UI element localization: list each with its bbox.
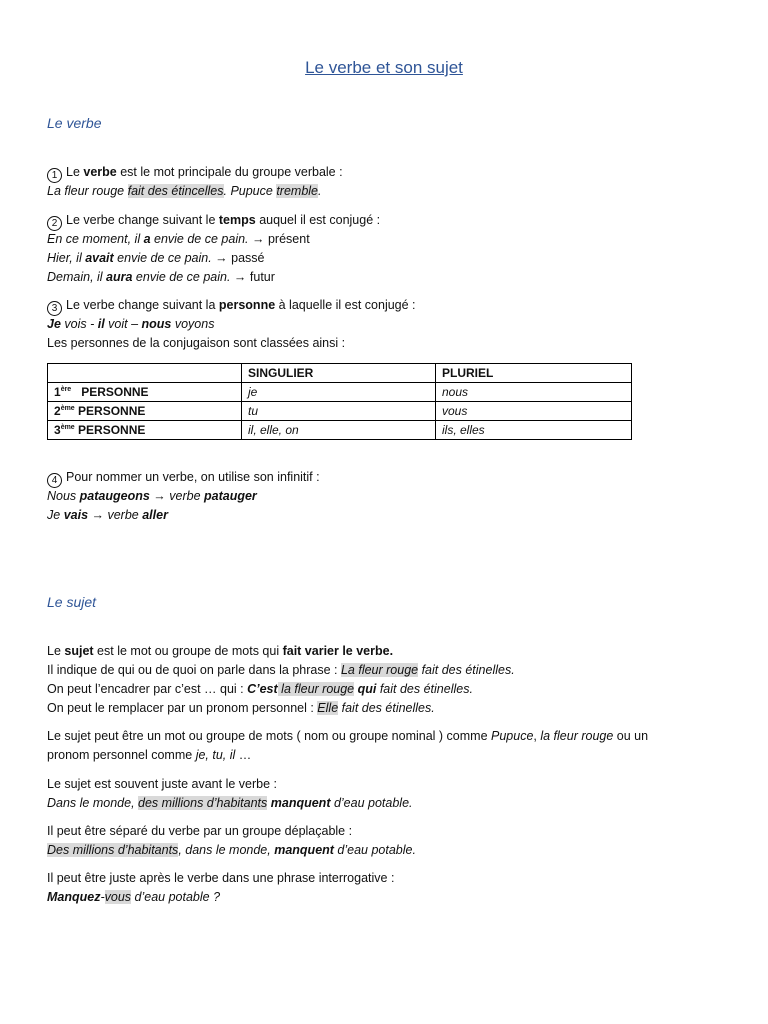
table-header-row [48,364,632,383]
paragraph-verbe-4 [47,468,727,525]
highlight: Des millions d’habitants [47,843,179,857]
table-row [48,383,632,402]
highlight: des millions d’habitants [138,796,268,810]
highlight: tremble [276,184,319,198]
table-cell-person: 1ère PERSONNE [48,383,242,402]
table-cell-person: 3ème PERSONNE [48,421,242,440]
table-cell-plural: vous [436,402,632,421]
paragraph-verbe-2 [47,211,727,287]
rule-line: Le sujet est souvent juste avant le verbe : [47,777,277,791]
paragraph-verbe-1 [47,163,727,201]
paragraph-sujet-2: Le sujet peut être un mot ou groupe de mots ( nom ou groupe nominal ) comme Pupuce, la fleur rouge ou un pronom personnel comme je, tu, il … [47,729,649,762]
paragraph-verbe-3 [47,296,727,353]
rule-line: 3 Le verbe change suivant la personne à laquelle il est conjugé : [47,296,727,315]
example-line: La fleur rouge fait des étincelles. Pupuce tremble. [47,184,322,198]
example-line: Nous pataugeons → verbe patauger [47,489,257,503]
definition-line: On peut l’encadrer par c’est … qui : C’est la fleur rouge qui fait des étinelles. [47,682,473,696]
example-line: Hier, il avait envie de ce pain. → passé [47,251,265,265]
table-cell-singular: tu [242,402,436,421]
number-circle: 2 [47,216,62,231]
rule-line: 1 Le verbe est le mot principale du groupe verbale : [47,163,727,182]
highlight: fait des étincelles [127,184,224,198]
highlight: vous [104,890,132,904]
table-row [48,402,632,421]
example-line: Je vois - il voit – nous voyons [47,317,215,331]
number-circle: 4 [47,473,62,488]
page-title: Le verbe et son sujet [305,58,463,77]
definition-line: Le sujet est le mot ou groupe de mots qui fait varier le verbe. [47,644,394,658]
table-row [48,421,632,440]
table-cell-plural: nous [436,383,632,402]
definition-line: Il indique de qui ou de quoi on parle dans la phrase : La fleur rouge fait des étinelles. [47,663,515,677]
number-circle: 3 [47,301,62,316]
example-line: Dans le monde, des millions d’habitants manquent d’eau potable. [47,796,413,810]
rule-line: 4 Pour nommer un verbe, on utilise son infinitif : [47,468,727,487]
paragraph-sujet-4 [47,822,727,860]
table-cell-plural: ils, elles [436,421,632,440]
example-line: Manquez-vous d’eau potable ? [47,890,221,904]
rule-line: 2 Le verbe change suivant le temps auquel il est conjugé : [47,211,727,230]
table-header-cell: SINGULIER [242,364,436,383]
example-line: En ce moment, il a envie de ce pain. → présent [47,232,310,246]
rule-line: Il peut être juste après le verbe dans une phrase interrogative : [47,871,395,885]
paragraph-sujet-3 [47,775,727,813]
conjugation-table [47,363,632,440]
paragraph-sujet-1 [47,642,727,718]
table-header-cell [48,364,242,383]
table-cell-singular: il, elle, on [242,421,436,440]
section-heading-sujet: Le sujet [47,594,97,610]
example-line: Demain, il aura envie de ce pain. → futur [47,270,275,284]
definition-line: On peut le remplacer par un pronom personnel : Elle fait des étinelles. [47,701,435,715]
highlight: Elle [317,701,339,715]
example-line: Je vais → verbe aller [47,508,168,522]
highlight: La fleur rouge [340,663,419,677]
table-intro: Les personnes de la conjugaison sont classées ainsi : [47,336,346,350]
table-cell-person: 2ème PERSONNE [48,402,242,421]
table-header-cell: PLURIEL [436,364,632,383]
number-circle: 1 [47,168,62,183]
highlight: la fleur rouge [277,682,355,696]
example-line: Des millions d’habitants, dans le monde, manquent d’eau potable. [47,843,416,857]
section-heading-verbe: Le verbe [47,115,102,131]
rule-line: Il peut être séparé du verbe par un groupe déplaçable : [47,824,353,838]
table-cell-singular: je [242,383,436,402]
paragraph-sujet-5 [47,869,727,907]
